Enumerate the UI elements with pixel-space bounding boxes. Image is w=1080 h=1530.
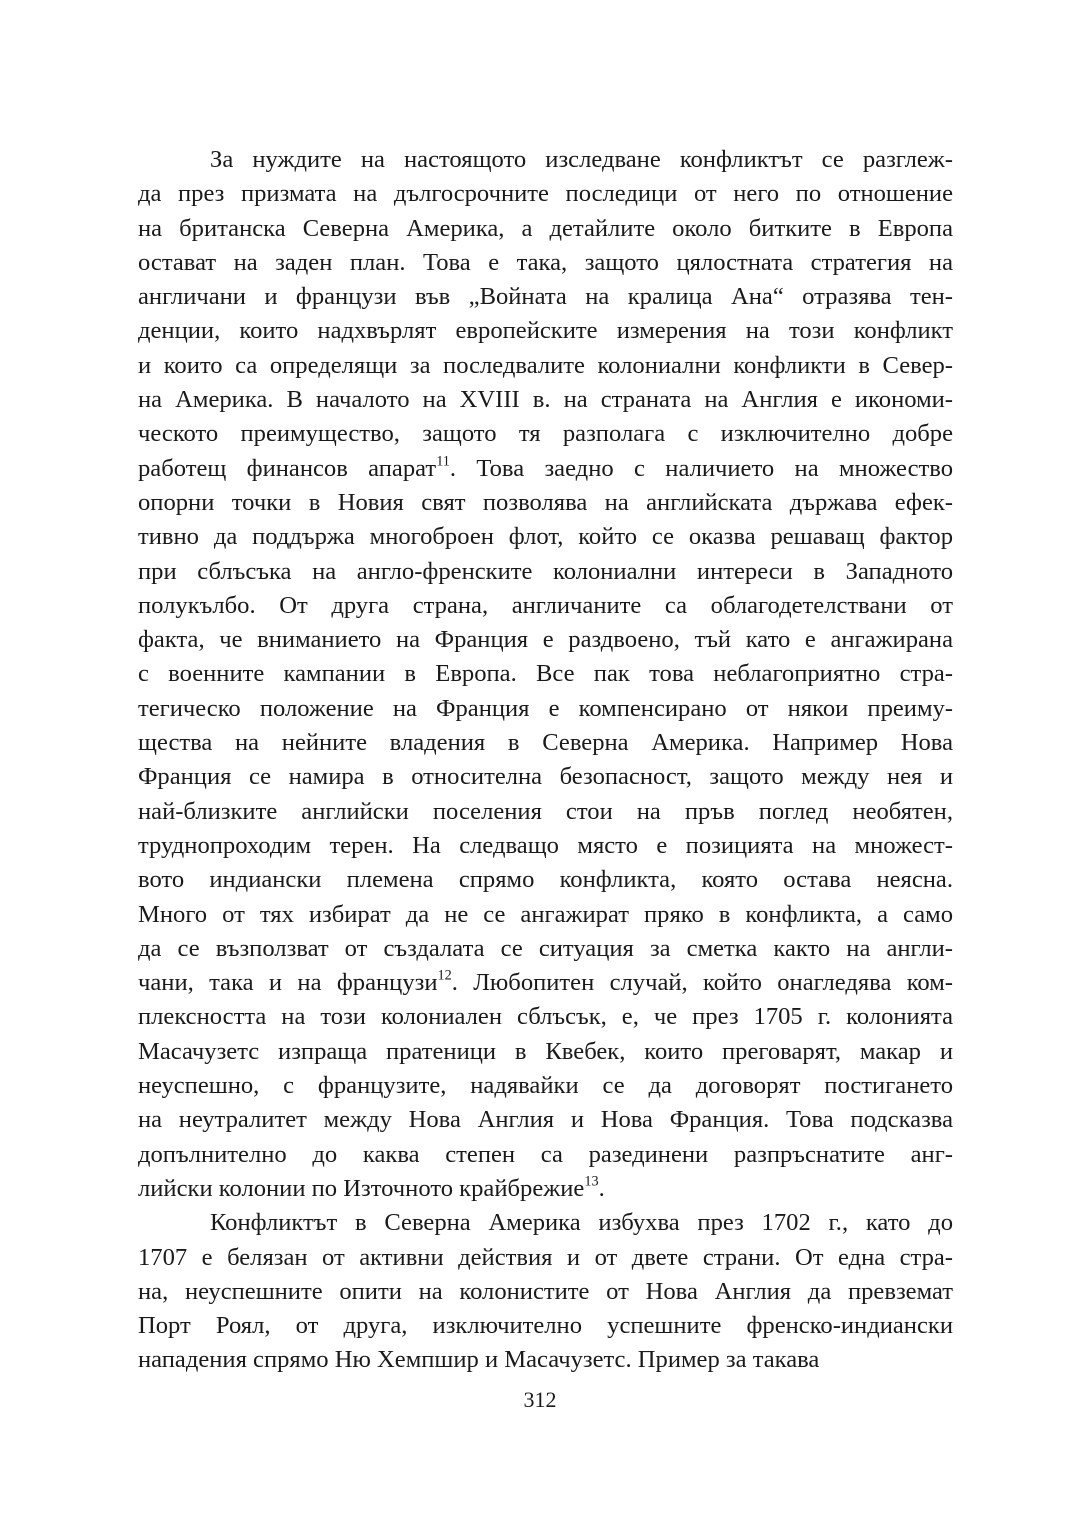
text-line bbox=[138, 1069, 953, 1103]
text-run: англичани и французи във „Войната на кралица Ана“ отразява тен- bbox=[138, 283, 953, 311]
text-run: чани, така и на французи bbox=[138, 969, 438, 997]
text-run: 1707 е белязан от активни действия и от двете страни. От една стра- bbox=[138, 1243, 953, 1271]
text-line bbox=[138, 1138, 953, 1172]
text-line bbox=[138, 383, 953, 417]
text-line bbox=[138, 280, 953, 314]
paragraph bbox=[138, 1206, 953, 1377]
text-run: лийски колонии по Източното крайбрежие bbox=[138, 1174, 585, 1202]
text-line bbox=[138, 932, 953, 966]
text-run: на британска Северна Америка, а детайлите около битките в Европа bbox=[138, 214, 953, 242]
footnote-ref: 13 bbox=[584, 1173, 599, 1190]
text-run: Много от тях избират да не се ангажират пряко в конфликта, а само bbox=[138, 900, 953, 928]
text-line bbox=[138, 349, 953, 383]
text-line bbox=[138, 246, 953, 280]
text-run: . Това заедно с наличието на множество bbox=[449, 454, 953, 482]
text-line bbox=[138, 829, 953, 863]
text-run: при сблъсъка на англо-френските колониални интереси в Западното bbox=[138, 557, 953, 585]
text-run: на неутралитет между Нова Англия и Нова Франция. Това подсказва bbox=[138, 1106, 953, 1134]
paragraph bbox=[138, 143, 953, 1206]
text-run: За нуждите на настоящото изследване конфликтът се разглеж- bbox=[210, 146, 953, 173]
text-run: нападения спрямо Ню Хемпшир и Масачузетс. Пример за такава bbox=[138, 1346, 820, 1374]
text-line bbox=[138, 1241, 953, 1275]
text-run: факта, че вниманието на Франция е раздвоено, тъй като е ангажирана bbox=[138, 626, 953, 654]
text-run: плексността на този колониален сблъсък, е, че през 1705 г. колонията bbox=[138, 1003, 953, 1031]
text-line bbox=[138, 143, 953, 177]
text-run: с военните кампании в Европа. Все пак това неблагоприятно стра- bbox=[138, 660, 953, 688]
text-run: тивно да поддържа многоброен флот, който се оказва решаващ фактор bbox=[138, 523, 953, 551]
text-run: . bbox=[598, 1174, 605, 1202]
text-line bbox=[138, 966, 953, 1000]
text-run: работещ финансов апарат bbox=[138, 454, 437, 482]
text-line bbox=[138, 795, 953, 829]
text-line bbox=[138, 1035, 953, 1069]
text-run: остават на заден план. Това е така, защото цялостната стратегия на bbox=[138, 248, 953, 276]
text-run: на Америка. В началото на XVIII в. на страната на Англия е икономи- bbox=[138, 386, 953, 414]
text-line bbox=[138, 452, 953, 486]
text-line bbox=[138, 1206, 953, 1240]
text-line bbox=[138, 177, 953, 211]
text-line bbox=[138, 555, 953, 589]
text-run: тегическо положение на Франция е компенсирано от някои преиму- bbox=[138, 694, 953, 722]
text-run: вото индиански племена спрямо конфликта, която остава неясна. bbox=[138, 866, 953, 894]
text-run: да през призмата на дългосрочните последици от него по отношение bbox=[138, 180, 953, 208]
text-run: ческото преимущество, защото тя разполага с изключително добре bbox=[138, 420, 953, 448]
text-line bbox=[138, 486, 953, 520]
text-line bbox=[138, 589, 953, 623]
text-run: неуспешно, с французите, надявайки се да договорят постигането bbox=[138, 1072, 953, 1100]
text-run: щества на нейните владения в Северна Америка. Например Нова bbox=[138, 729, 953, 757]
text-run: . Любопитен случай, който онагледява ком- bbox=[451, 969, 953, 997]
text-run: допълнително до каква степен са разединени разпръснатите анг- bbox=[138, 1140, 953, 1168]
text-run: денции, които надхвърлят европейските измерения на този конфликт bbox=[138, 317, 953, 345]
text-run: и които са определящи за последвалите колониални конфликти в Север- bbox=[138, 351, 953, 379]
text-line bbox=[138, 1000, 953, 1034]
text-line bbox=[138, 314, 953, 348]
text-line bbox=[138, 1343, 953, 1377]
text-line bbox=[138, 212, 953, 246]
text-run: полукълбо. От друга страна, англичаните са облагодетелствани от bbox=[138, 591, 953, 619]
text-run: Порт Роял, от друга, изключително успешните френско-индиански bbox=[138, 1312, 953, 1340]
text-line bbox=[138, 657, 953, 691]
text-line bbox=[138, 1172, 953, 1206]
text-line bbox=[138, 898, 953, 932]
text-line bbox=[138, 863, 953, 897]
text-run: труднопроходим терен. На следващо място е позицията на множест- bbox=[138, 831, 953, 859]
text-line bbox=[138, 1309, 953, 1343]
text-run: Франция се намира в относителна безопасност, защото между нея и bbox=[138, 763, 953, 791]
text-run: най-близките английски поселения стои на пръв поглед необятен, bbox=[138, 797, 953, 825]
text-line bbox=[138, 692, 953, 726]
text-line bbox=[138, 417, 953, 451]
text-line bbox=[138, 726, 953, 760]
text-line bbox=[138, 623, 953, 657]
text-run: на, неуспешните опити на колонистите от Нова Англия да превземат bbox=[138, 1277, 953, 1305]
text-line bbox=[138, 1275, 953, 1309]
page-number: 312 bbox=[523, 1387, 557, 1412]
text-run: опорни точки в Новия свят позволява на английската държава ефек- bbox=[138, 488, 953, 516]
text-run: Масачузетс изпраща пратеници в Квебек, които преговарят, макар и bbox=[138, 1037, 953, 1065]
text-line bbox=[138, 760, 953, 794]
body-text bbox=[138, 143, 953, 1378]
text-run: Конфликтът в Северна Америка избухва през 1702 г., като до bbox=[210, 1209, 953, 1237]
text-line bbox=[138, 520, 953, 554]
footnote-ref: 12 bbox=[437, 967, 452, 984]
footnote-ref: 11 bbox=[436, 452, 450, 469]
text-line bbox=[138, 1103, 953, 1137]
text-run: да се възползват от създалата се ситуация за сметка както на англи- bbox=[138, 934, 953, 962]
